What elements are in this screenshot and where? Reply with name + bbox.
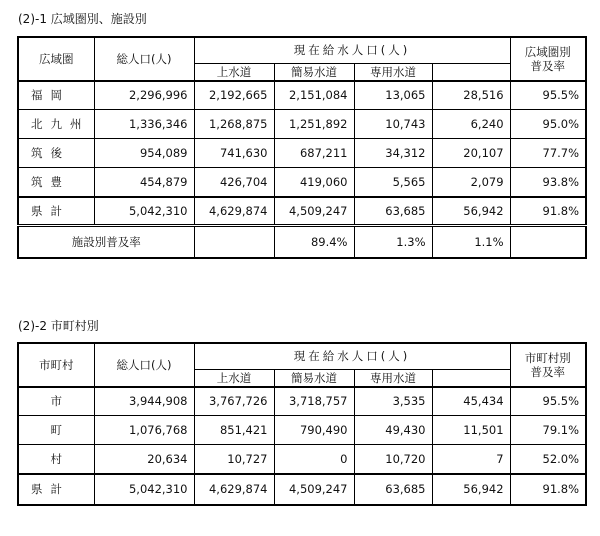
upper-cell: 4,509,247 (274, 197, 354, 226)
simple-cell: 3,535 (354, 387, 432, 416)
private-cell: 28,516 (432, 81, 510, 110)
facility-rate-label: 施設別普及率 (18, 226, 194, 258)
simple-cell: 10,720 (354, 445, 432, 474)
total-pop-cell: 3,944,908 (94, 387, 194, 416)
section-title-municipal: (2)-2 市町村別 (18, 319, 99, 333)
table-row-total (18, 474, 586, 505)
served-pop-cell: 10,727 (194, 445, 274, 474)
header-region: 広域圏 (18, 37, 94, 81)
header-total-pop: 総人口(人) (94, 343, 194, 387)
header-rate (510, 343, 586, 387)
header-served-pop: 現在給水人口(人) (194, 37, 510, 63)
table-row (18, 81, 586, 110)
total-pop-cell: 2,296,996 (94, 81, 194, 110)
private-cell: 56,942 (432, 474, 510, 505)
simple-cell: 34,312 (354, 139, 432, 168)
region-name: 福岡 (18, 81, 94, 110)
header-rate-line2: 普及率 (530, 58, 566, 73)
served-pop-cell: 426,704 (194, 168, 274, 197)
served-pop-cell: 1,268,875 (194, 110, 274, 139)
upper-cell: 0 (274, 445, 354, 474)
rate-cell: 91.8% (510, 474, 586, 505)
simple-cell: 63,685 (354, 197, 432, 226)
municipality-name: 県計 (18, 474, 94, 505)
upper-cell: 790,490 (274, 416, 354, 445)
rate-cell: 79.1% (510, 416, 586, 445)
section-title-regional: (2)-1 広域圏別、施設別 (18, 12, 147, 26)
rate-cell: 93.8% (510, 168, 586, 197)
served-pop-cell: 3,767,726 (194, 387, 274, 416)
region-name: 筑後 (18, 139, 94, 168)
municipal-table (17, 342, 587, 506)
table-row (18, 139, 586, 168)
total-pop-cell: 5,042,310 (94, 474, 194, 505)
rate-cell: 91.8% (510, 197, 586, 226)
simple-cell: 63,685 (354, 474, 432, 505)
table-row (18, 445, 586, 474)
simple-cell: 13,065 (354, 81, 432, 110)
header-private: 専用水道 (354, 63, 432, 81)
facility-rate-simple: 1.3% (354, 226, 432, 258)
private-cell: 45,434 (432, 387, 510, 416)
header-total-pop: 総人口(人) (94, 37, 194, 81)
total-pop-cell: 954,089 (94, 139, 194, 168)
served-pop-cell: 741,630 (194, 139, 274, 168)
header-rate (510, 37, 586, 81)
private-cell: 7 (432, 445, 510, 474)
total-pop-cell: 5,042,310 (94, 197, 194, 226)
header-rate-line2: 普及率 (530, 364, 566, 379)
header-simple: 簡易水道 (274, 63, 354, 81)
total-pop-cell: 1,336,346 (94, 110, 194, 139)
facility-rate-row (18, 226, 586, 258)
rate-cell: 95.5% (510, 387, 586, 416)
table-row (18, 168, 586, 197)
facility-rate-private: 1.1% (432, 226, 510, 258)
header-upper: 上水道 (194, 369, 274, 387)
municipality-name: 村 (18, 445, 94, 474)
rate-cell: 52.0% (510, 445, 586, 474)
rate-cell: 95.5% (510, 81, 586, 110)
served-pop-cell: 851,421 (194, 416, 274, 445)
served-pop-cell: 2,192,665 (194, 81, 274, 110)
facility-rate-blank (510, 226, 586, 258)
private-cell: 11,501 (432, 416, 510, 445)
rate-cell: 95.0% (510, 110, 586, 139)
upper-cell: 4,509,247 (274, 474, 354, 505)
upper-cell: 3,718,757 (274, 387, 354, 416)
region-name: 北九州 (18, 110, 94, 139)
header-served-pop: 現在給水人口(人) (194, 343, 510, 369)
private-cell: 20,107 (432, 139, 510, 168)
region-name: 筑豊 (18, 168, 94, 197)
header-rate-line1: 市町村別 (524, 350, 571, 365)
header-rate-line1: 広域圏別 (524, 44, 571, 59)
private-cell: 2,079 (432, 168, 510, 197)
municipality-name: 市 (18, 387, 94, 416)
served-pop-cell: 4,629,874 (194, 197, 274, 226)
table-row (18, 110, 586, 139)
regional-table (17, 36, 587, 259)
header-private: 専用水道 (354, 369, 432, 387)
rate-cell: 77.7% (510, 139, 586, 168)
facility-rate-blank (194, 226, 274, 258)
upper-cell: 2,151,084 (274, 81, 354, 110)
table-row (18, 387, 586, 416)
header-simple: 簡易水道 (274, 369, 354, 387)
municipality-name: 町 (18, 416, 94, 445)
simple-cell: 10,743 (354, 110, 432, 139)
total-pop-cell: 20,634 (94, 445, 194, 474)
upper-cell: 1,251,892 (274, 110, 354, 139)
total-pop-cell: 454,879 (94, 168, 194, 197)
private-cell: 6,240 (432, 110, 510, 139)
served-pop-cell: 4,629,874 (194, 474, 274, 505)
header-municipality: 市町村 (18, 343, 94, 387)
upper-cell: 419,060 (274, 168, 354, 197)
header-upper: 上水道 (194, 63, 274, 81)
simple-cell: 49,430 (354, 416, 432, 445)
table-row (18, 416, 586, 445)
table-row-total (18, 197, 586, 226)
private-cell: 56,942 (432, 197, 510, 226)
region-name: 県計 (18, 197, 94, 226)
facility-rate-upper: 89.4% (274, 226, 354, 258)
upper-cell: 687,211 (274, 139, 354, 168)
simple-cell: 5,565 (354, 168, 432, 197)
total-pop-cell: 1,076,768 (94, 416, 194, 445)
